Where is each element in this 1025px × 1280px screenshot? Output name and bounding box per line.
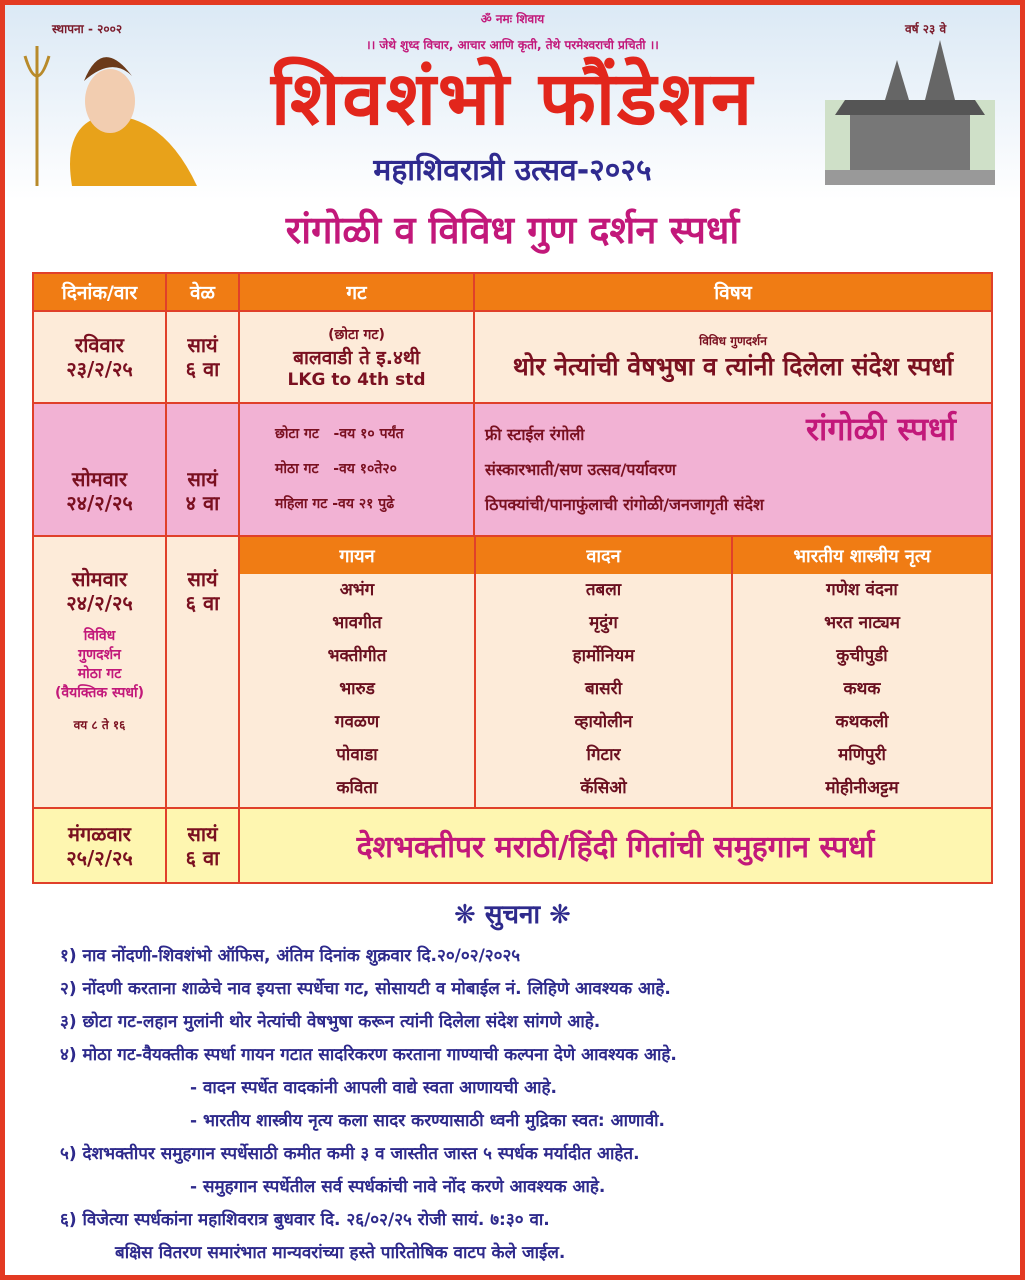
categories-table: [240, 537, 991, 807]
category-list: [732, 574, 991, 807]
note-item: - भारतीय शास्त्रीय नृत्य कला सादर करण्यासाठी ध्वनी मुद्रिका स्वत: आणावी.: [190, 1111, 666, 1131]
topic-cell: देशभक्तीपर मराठी/हिंदी गितांची समुहगान स्पर्धा: [239, 808, 992, 883]
time: ६ वा: [185, 591, 220, 615]
time-cell: [166, 808, 239, 883]
category-item: कथकली: [835, 712, 889, 732]
category-header: गायन: [240, 537, 475, 574]
group-cell: [239, 311, 474, 403]
categories-cell: [239, 536, 992, 808]
category-item: तबला: [585, 580, 622, 600]
note-item: - वादन स्पर्धेत वादकांनी आपली वाद्ये स्वता आणायची आहे.: [190, 1078, 557, 1098]
category-item: कविता: [336, 778, 378, 798]
notes-list: [60, 940, 677, 1270]
category-item: भरत नाट्यम: [824, 613, 900, 633]
notes-title: ❋ सुचना ❋: [454, 900, 571, 930]
group-label: बालवाडी ते इ.४थी: [293, 346, 420, 369]
table-row: [33, 536, 992, 808]
time: ६ वा: [185, 357, 220, 381]
time: सायं: [187, 333, 218, 357]
shiva-image: [22, 36, 200, 186]
date: २४/२/२५: [66, 591, 133, 615]
age-note: वय ८ ते १६: [73, 718, 126, 732]
col-header-time: वेळ: [166, 273, 239, 311]
category-item: कुचीपुडी: [836, 646, 888, 666]
group-cell: [239, 403, 474, 536]
day: सोमवार: [71, 567, 128, 591]
time: सायं: [187, 567, 218, 591]
category-item: भावगीत: [332, 613, 382, 633]
table-row: [33, 403, 992, 536]
note-item: ५) देशभक्तीपर समुहगान स्पर्धेसाठी कमीत कमी ३ व जास्तीत जास्त ५ स्पर्धक मर्यादीत आहेत.: [60, 1144, 640, 1164]
date: २३/२/२५: [66, 357, 133, 381]
category-item: मोहीनीअट्टम: [825, 778, 899, 798]
topic-cell: [474, 311, 992, 403]
day: रविवार: [75, 333, 124, 357]
category-item: मणिपुरी: [838, 745, 886, 765]
note: गुणदर्शन: [78, 647, 121, 663]
col-header-date: दिनांक/वार: [33, 273, 166, 311]
topic-cell: [474, 403, 992, 536]
date-cell: [33, 808, 166, 883]
date-cell: [33, 403, 166, 536]
note: (वैयक्तिक स्पर्धा): [54, 685, 145, 701]
time: सायं: [187, 467, 218, 491]
rangoli-highlight: रांगोळी स्पर्धा: [805, 410, 956, 448]
category-item: बासरी: [585, 679, 622, 699]
category-list: [240, 574, 475, 807]
time-cell: [166, 311, 239, 403]
note: विविध: [83, 628, 116, 644]
day: मंगळवार: [68, 821, 131, 846]
table-row: [33, 311, 992, 403]
group-label: महिला गट -वय २१ पुढे: [275, 496, 395, 512]
schedule-table: [32, 272, 993, 884]
note-item: - समुहगान स्पर्धेतील सर्व स्पर्धकांची नावे नोंद करणे आवश्यक आहे.: [190, 1177, 606, 1197]
temple-image: [825, 40, 995, 185]
group-label: (छोटा गट): [328, 326, 385, 343]
category-item: कॅसिओ: [580, 778, 627, 798]
category-header: वादन: [475, 537, 732, 574]
table-header-row: [33, 273, 992, 311]
foundation-title: शिवशंभो फौंडेशन: [270, 56, 755, 142]
group-label: छोटा गट -वय १० पर्यंत: [275, 426, 404, 442]
topic: ठिपक्यांची/पानाफुंलाची रांगोळी/जनजागृती संदेश: [485, 495, 764, 514]
category-item: गवळण: [334, 712, 380, 732]
col-header-group: गट: [239, 273, 474, 311]
motto: ।। जेथे शुध्द विचार, आचार आणि कृती, तेथे परमेश्वराची प्रचिती ।।: [366, 38, 659, 52]
category-item: हार्मोनियम: [572, 646, 635, 666]
date-cell: [33, 311, 166, 403]
category-item: गिटार: [586, 745, 621, 765]
table-row: [33, 808, 992, 883]
group-label: LKG to 4th std: [287, 369, 426, 390]
year-label: वर्ष २३ वे: [905, 22, 947, 36]
festival-subtitle: महाशिवरात्री उत्सव-२०२५: [373, 153, 652, 188]
date: २४/२/२५: [66, 491, 133, 515]
topic: थोर नेत्यांची वेषभुषा व त्यांनी दिलेला संदेश स्पर्धा: [512, 351, 954, 381]
topic: फ्री स्टाईल रंगोली: [485, 425, 585, 444]
category-item: भारुड: [339, 679, 375, 699]
time: ४ वा: [185, 491, 220, 515]
category-item: व्हायोलीन: [574, 712, 633, 732]
category-item: भक्तीगीत: [327, 646, 387, 666]
note-item: २) नोंदणी करताना शाळेचे नाव इयत्ता स्पर्धेचा गट, सोसायटी व मोबाईल नं. लिहिणे आवश्यक आहे.: [60, 979, 671, 999]
time: ६ वा: [185, 845, 220, 870]
note-item: ६) विजेत्या स्पर्धकांना महाशिवरात्र बुधवार दि. २६/०२/२५ रोजी सायं. ७:३० वा.: [60, 1210, 550, 1230]
category-item: कथक: [843, 679, 881, 699]
category-item: गणेश वंदना: [826, 580, 898, 600]
invocation: ॐ नमः शिवाय: [480, 12, 545, 26]
category-item: अभंग: [339, 580, 375, 600]
note: मोठा गट: [77, 666, 122, 682]
topic-small: विविध गुणदर्शन: [699, 333, 767, 348]
date-cell: [33, 536, 166, 808]
category-header: भारतीय शास्त्रीय नृत्य: [732, 537, 991, 574]
topic: संस्कारभाती/सण उत्सव/पर्यावरण: [485, 460, 676, 479]
date: २५/२/२५: [66, 845, 133, 870]
col-header-topic: विषय: [474, 273, 992, 311]
category-item: मृदुंग: [589, 613, 618, 633]
time-cell: [166, 536, 239, 808]
time-cell: [166, 403, 239, 536]
category-item: पोवाडा: [336, 745, 378, 765]
note-item: ३) छोटा गट-लहान मुलांनी थोर नेत्यांची वेषभुषा करून त्यांनी दिलेला संदेश सांगणे आहे.: [60, 1012, 601, 1032]
note-item: बक्षिस वितरण समारंभात मान्यवरांच्या हस्ते पारितोषिक वाटप केले जाईल.: [115, 1243, 566, 1263]
note-item: १) नाव नोंदणी-शिवशंभो ऑफिस, अंतिम दिनांक शुक्रवार दि.२०/०२/२०२५: [60, 946, 521, 966]
competition-title: रांगोळी व विविध गुण दर्शन स्पर्धा: [285, 208, 740, 252]
established-label: स्थापना - २००२: [52, 22, 123, 36]
category-list: [475, 574, 732, 807]
time: सायं: [187, 821, 218, 846]
group-label: मोठा गट -वय १०ते२०: [275, 461, 397, 477]
note-item: ४) मोठा गट-वैयक्तीक स्पर्धा गायन गटात सादरिकरण करताना गाण्याची कल्पना देणे आवश्यक आहे.: [60, 1045, 677, 1065]
day: सोमवार: [71, 467, 128, 491]
